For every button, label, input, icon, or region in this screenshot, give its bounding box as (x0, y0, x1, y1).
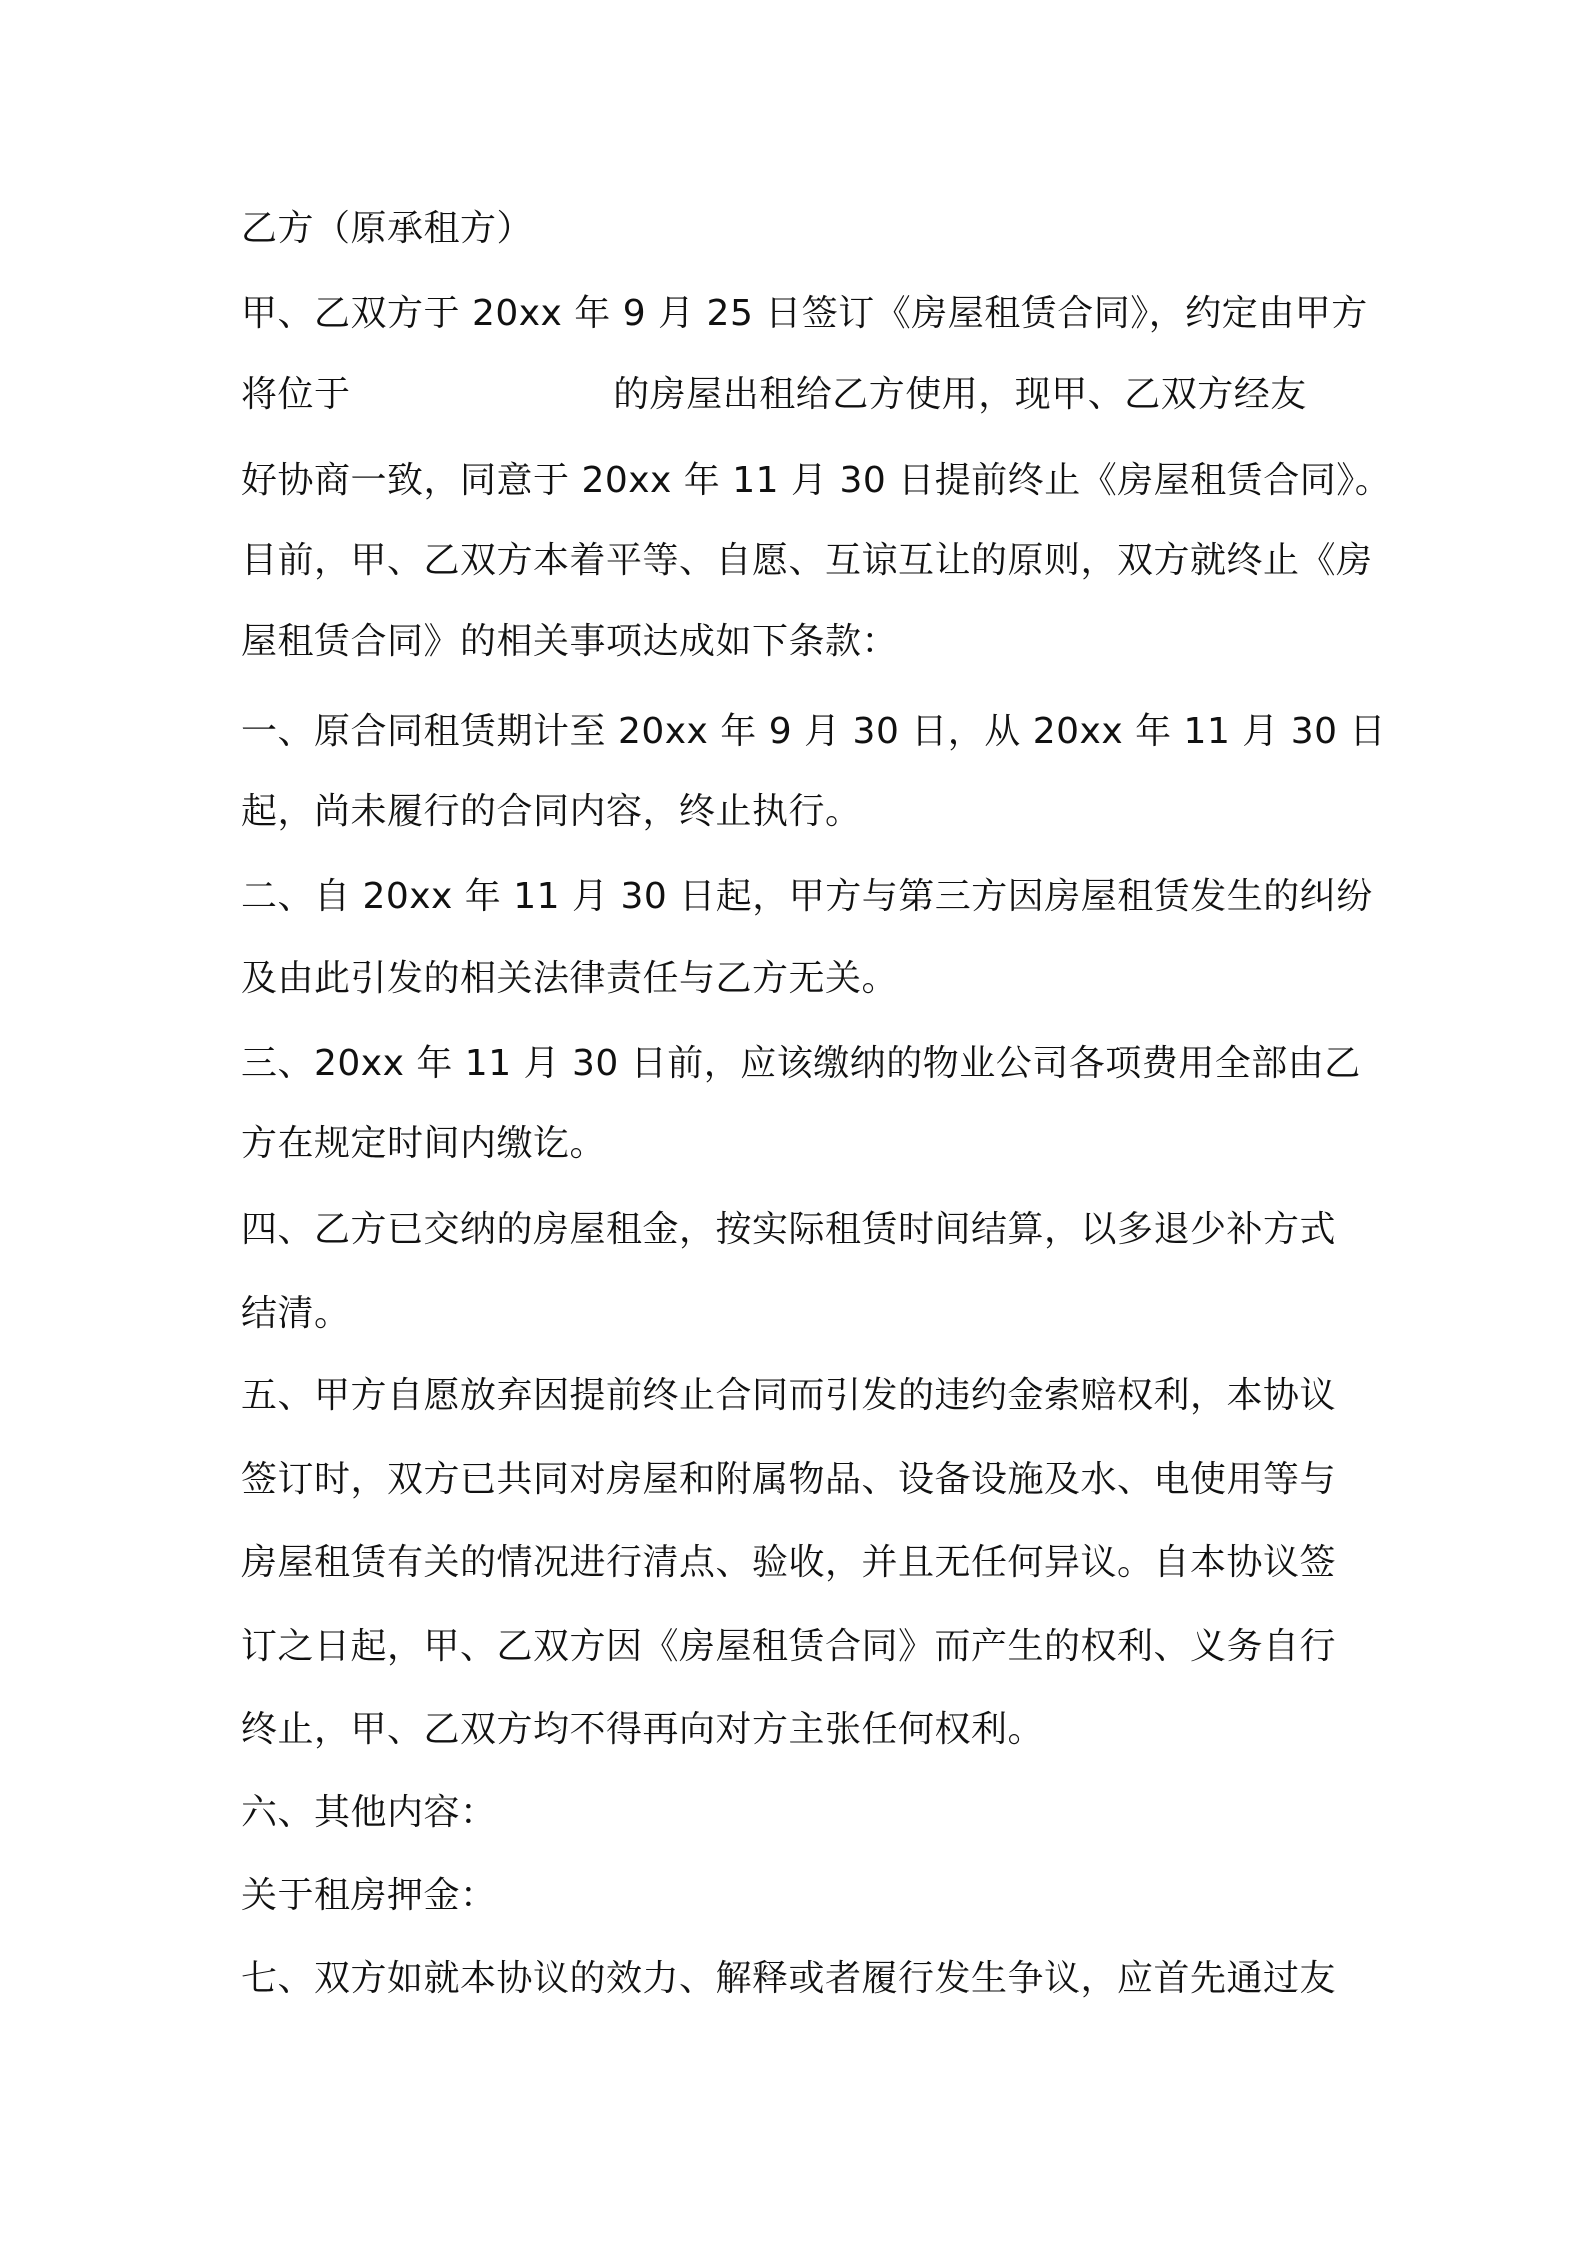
clause-1-line-2: 起，尚未履行的合同内容，终止执行。 (241, 791, 862, 832)
preamble-line-3: 好协商一致，同意于 20xx 年 11 月 30 日提前终止《房屋租赁合同》。 (241, 460, 1392, 501)
clause-3-line-2: 方在规定时间内缴讫。 (241, 1123, 607, 1164)
clause-2-line-1: 二、自 20xx 年 11 月 30 日起，甲方与第三方因房屋租赁发生的纠纷 (241, 876, 1373, 917)
preamble-line-4: 目前，甲、乙双方本着平等、自愿、互谅互让的原则，双方就终止《房 (241, 540, 1373, 581)
clause-5-line-2: 签订时，双方已共同对房屋和附属物品、设备设施及水、电使用等与 (241, 1459, 1337, 1500)
clause-1-line-1: 一、原合同租赁期计至 20xx 年 9 月 30 日，从 20xx 年 11 月 30 日 (241, 711, 1386, 752)
clause-3-line-1: 三、20xx 年 11 月 30 日前，应该缴纳的物业公司各项费用全部由乙 (241, 1043, 1361, 1084)
clause-4-line-1: 四、乙方已交纳的房屋租金，按实际租赁时间结算，以多退少补方式 (241, 1209, 1337, 1250)
deposit-heading: 关于租房押金： (241, 1875, 497, 1916)
clause-5-line-5: 终止，甲、乙双方均不得再向对方主张任何权利。 (241, 1709, 1045, 1750)
clause-6-heading: 六、其他内容： (241, 1792, 497, 1833)
clause-4-line-2: 结清。 (241, 1293, 351, 1334)
party-b-heading: 乙方（原承租方） (241, 208, 534, 249)
clause-5-line-4: 订之日起，甲、乙双方因《房屋租赁合同》而产生的权利、义务自行 (241, 1626, 1337, 1667)
clause-5-line-1: 五、甲方自愿放弃因提前终止合同而引发的违约金索赔权利，本协议 (241, 1375, 1337, 1416)
clause-7-line-1: 七、双方如就本协议的效力、解释或者履行发生争议，应首先通过友 (241, 1958, 1337, 1999)
preamble-line-5: 屋租赁合同》的相关事项达成如下条款： (241, 621, 899, 662)
preamble-line-1: 甲、乙双方于 20xx 年 9 月 25 日签订《房屋租赁合同》，约定由甲方 (241, 293, 1368, 334)
preamble-line-2: 将位于 的房屋出租给乙方使用，现甲、乙双方经友 (241, 374, 1307, 415)
clause-2-line-2: 及由此引发的相关法律责任与乙方无关。 (241, 958, 899, 999)
clause-5-line-3: 房屋租赁有关的情况进行清点、验收，并且无任何异议。自本协议签 (241, 1542, 1337, 1583)
